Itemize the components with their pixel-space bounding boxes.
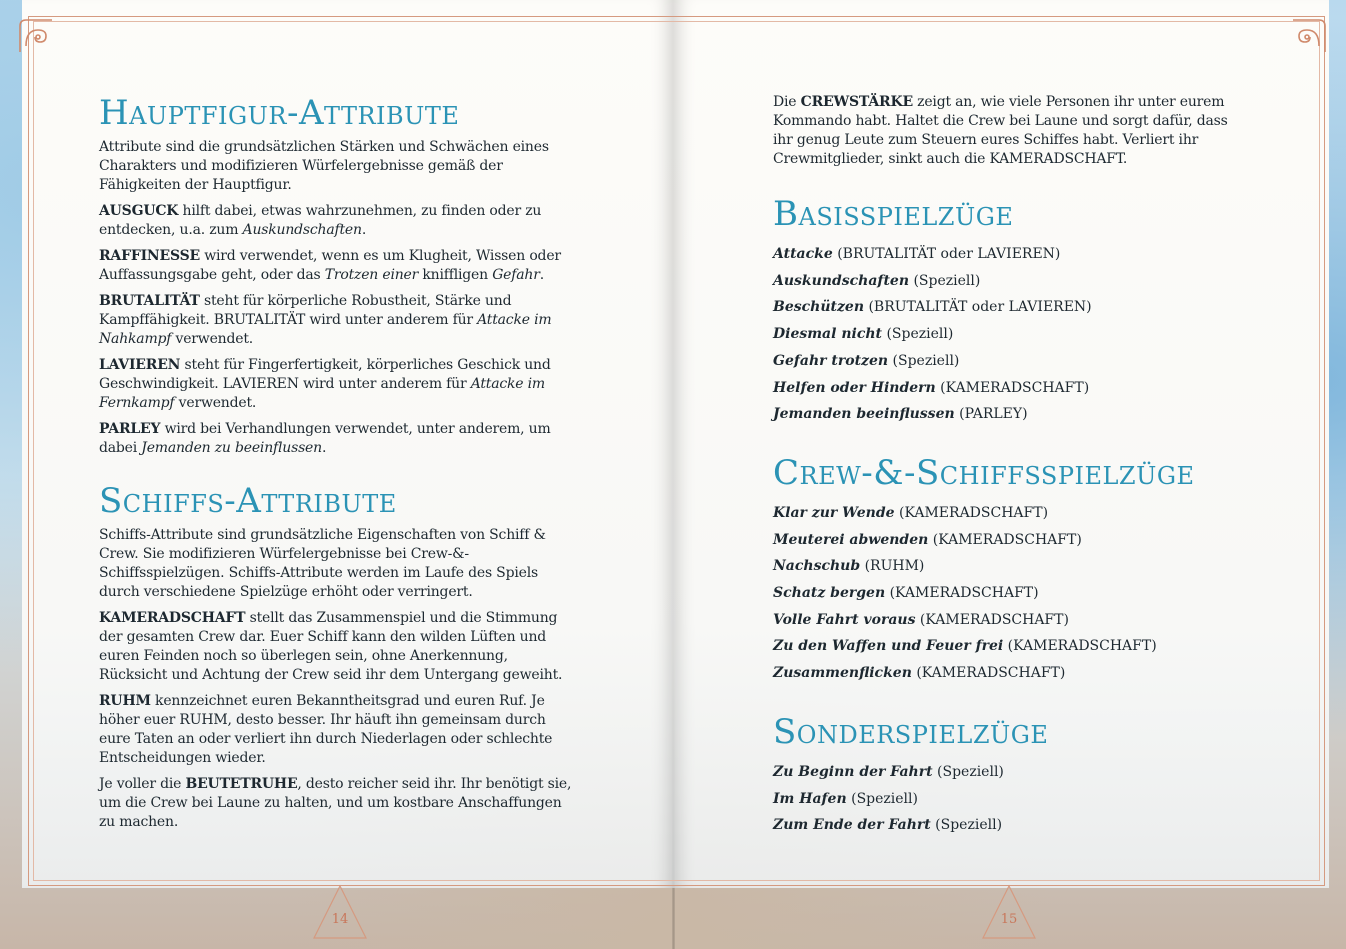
move-name: Schatz bergen xyxy=(773,585,886,602)
text: wird bei Verhandlungen verwendet, unter anderem, um dabei xyxy=(99,421,551,456)
text: zeigt an, wie viele Personen ihr unter eurem Kommando habt. Haltet die Crew bei Laune und sorgt dafür, dass ihr genug Leute zum Steuern eures Schiffes habt. Verliert ihr Crewmitglieder, sinkt auch die KAMERADSCHAFT. xyxy=(773,94,1228,167)
move-name: Jemanden beeinflussen xyxy=(773,406,955,423)
paragraph-brutalitaet xyxy=(99,292,579,349)
left-content xyxy=(99,88,579,839)
text: Je voller die xyxy=(99,776,186,792)
move-attribute: (Speziell) xyxy=(846,790,918,807)
move-ref: Gefahr xyxy=(492,267,540,283)
text: . xyxy=(321,440,327,456)
move-attribute: (RUHM) xyxy=(860,558,925,575)
move-name: Klar zur Wende xyxy=(773,504,895,521)
move-name: Zusammenflicken xyxy=(773,665,912,682)
move-name: Auskundschaften xyxy=(773,272,910,289)
move-attribute: (Speziell) xyxy=(930,817,1003,834)
move-name: Zu Beginn der Fahrt xyxy=(773,763,933,780)
move-name: Im Hafen xyxy=(773,790,847,807)
text: verwendet. xyxy=(171,331,254,347)
move-name: Meuterei abwenden xyxy=(773,531,929,548)
heading-crew-schiffsspielzuege: Crew-&-Schiffsspielzüge xyxy=(773,452,1195,493)
move-attribute: (Speziell) xyxy=(882,326,954,343)
move-item xyxy=(773,607,1243,634)
basis-move-list xyxy=(773,241,1243,428)
text: , desto reicher seid ihr. Ihr benötigt sie, um die Crew bei Laune zu halten, und um kostbare Anschaffungen zu machen. xyxy=(99,776,572,830)
move-item xyxy=(773,321,1243,348)
term-beutetruhe: BEUTETRUHE xyxy=(185,776,298,792)
move-attribute: (KAMERADSCHAFT) xyxy=(928,531,1082,548)
text: wird verwendet, wenn es um Klugheit, Wissen oder Auffassungsgabe geht, oder das xyxy=(99,248,561,283)
move-ref: Attacke im Nahkampf xyxy=(99,312,552,347)
term-lavieren: LAVIEREN xyxy=(99,357,181,373)
move-item xyxy=(773,759,1243,786)
move-attribute: (BRUTALITÄT oder LAVIEREN) xyxy=(832,246,1061,262)
text: hilft dabei, etwas wahrzunehmen, zu finden oder zu entdecken, u.a. zum xyxy=(99,203,542,238)
corner-ornament-icon xyxy=(1289,16,1329,56)
page-number: 14 xyxy=(331,912,349,927)
crew-move-list xyxy=(773,500,1243,687)
move-attribute: (Speziell) xyxy=(888,352,960,369)
term-ruhm: RUHM xyxy=(99,693,151,709)
move-item xyxy=(773,500,1243,527)
move-name: Diesmal nicht xyxy=(773,326,882,343)
text: stellt das Zusammenspiel und die Stimmung der gesamten Crew dar. Euer Schiff kann den wilden Lüften und euren Feinden noch so überlegen sein, ohne Anerkennung, Rücksicht und Achtung der Crew seid ihr dem Untergang geweiht. xyxy=(99,610,563,683)
move-ref: Trotzen einer xyxy=(324,267,419,283)
move-attribute: (KAMERADSCHAFT) xyxy=(885,585,1039,602)
move-item xyxy=(773,786,1243,813)
text: . xyxy=(361,222,367,238)
paragraph-ausguck xyxy=(99,202,579,240)
move-item xyxy=(773,401,1243,428)
move-item xyxy=(773,527,1243,554)
move-item xyxy=(773,660,1243,687)
move-item xyxy=(773,553,1243,580)
move-name: Gefahr trotzen xyxy=(773,352,889,369)
paragraph-lavieren xyxy=(99,356,579,413)
corner-ornament-icon xyxy=(16,16,56,56)
move-item xyxy=(773,241,1243,268)
text: Die xyxy=(773,94,801,110)
paragraph-raffinesse xyxy=(99,247,579,285)
paragraph-parley xyxy=(99,420,579,458)
move-attribute: (KAMERADSCHAFT) xyxy=(894,504,1049,521)
move-item xyxy=(773,812,1243,839)
right-content xyxy=(773,93,1243,839)
heading-sonderspielzuege: Sonderspielzüge xyxy=(773,711,1049,752)
text: . xyxy=(539,267,544,283)
text: kniffligen xyxy=(418,267,493,283)
move-name: Nachschub xyxy=(773,558,861,575)
move-attribute: (BRUTALITÄT oder LAVIEREN) xyxy=(864,299,1092,316)
move-ref: Auskundschaften xyxy=(242,222,362,238)
move-name: Volle Fahrt voraus xyxy=(773,611,916,628)
paragraph-ruhm xyxy=(99,692,579,768)
move-item xyxy=(773,268,1243,295)
move-item xyxy=(773,633,1243,660)
move-attribute: (PARLEY) xyxy=(954,406,1028,423)
move-attribute: (Speziell) xyxy=(909,272,981,289)
text: verwendet. xyxy=(174,395,257,411)
text: kennzeichnet euren Bekanntheitsgrad und euren Ruf. Je höher euer RUHM, desto besser. Ihr häuft ihn gemeinsam durch eure Taten an oder verliert ihn durch Niederlagen oder schlechte Entscheidungen wieder. xyxy=(99,693,553,766)
move-name: Beschützen xyxy=(773,299,865,316)
paragraph-crewstaerke xyxy=(773,93,1243,169)
term-crewstaerke: CREWSTÄRKE xyxy=(800,94,913,110)
move-item xyxy=(773,294,1243,321)
right-page xyxy=(673,0,1346,949)
move-ref: Jemanden zu beeinflussen xyxy=(141,440,322,456)
heading-hauptfigur-attribute: Hauptfigur-Attribute xyxy=(99,93,460,133)
paragraph-beutetruhe xyxy=(99,775,579,832)
paragraph-schiff-intro: Schiffs-Attribute sind grundsätzliche Eigenschaften von Schiff & Crew. Sie modifizieren Würfelergebnisse bei Crew-&-Schiffsspielzügen. Schiffs-Attribute werden im Laufe des Spiels durch verschiedene Spielzüge erhöht oder verringert. xyxy=(99,527,546,600)
term-kameradschaft: KAMERADSCHAFT xyxy=(99,610,246,626)
term-parley: PARLEY xyxy=(99,421,161,437)
paragraph-kameradschaft xyxy=(99,609,579,685)
move-item xyxy=(773,375,1243,402)
text: steht für Fingerfertigkeit, körperliches Geschick und Geschwindigkeit. LAVIEREN wird unter anderem für xyxy=(99,357,551,392)
move-attribute: (Speziell) xyxy=(932,763,1004,780)
text: steht für körperliche Robustheit, Stärke und Kampffähigkeit. BRUTALITÄT wird unter anderem für xyxy=(99,293,512,328)
move-attribute: (KAMERADSCHAFT) xyxy=(915,611,1069,628)
heading-schiffs-attribute: Schiffs-Attribute xyxy=(99,481,397,521)
paragraph-intro: Attribute sind die grundsätzlichen Stärken und Schwächen eines Charakters und modifizieren Würfelergebnisse gemäß der Fähigkeiten der Hauptfigur. xyxy=(99,139,549,193)
heading-basisspielzuege: Basisspielzüge xyxy=(773,194,1014,234)
term-brutalitaet: BRUTALITÄT xyxy=(99,293,200,309)
move-name: Zu den Waffen und Feuer frei xyxy=(773,638,1004,655)
sonder-move-list xyxy=(773,759,1243,839)
move-item xyxy=(773,580,1243,607)
move-attribute: (KAMERADSCHAFT) xyxy=(911,665,1066,682)
term-ausguck: AUSGUCK xyxy=(99,203,179,219)
move-attribute: (KAMERADSCHAFT) xyxy=(935,379,1090,396)
move-name: Zum Ende der Fahrt xyxy=(773,817,931,834)
term-raffinesse: RAFFINESSE xyxy=(99,248,200,264)
move-name: Attacke xyxy=(773,246,833,262)
move-ref: Attacke im Fernkampf xyxy=(99,376,545,411)
move-name: Helfen oder Hindern xyxy=(773,379,936,396)
move-attribute: (KAMERADSCHAFT) xyxy=(1003,638,1157,655)
move-item xyxy=(773,348,1243,375)
page-number: 15 xyxy=(1000,912,1018,927)
